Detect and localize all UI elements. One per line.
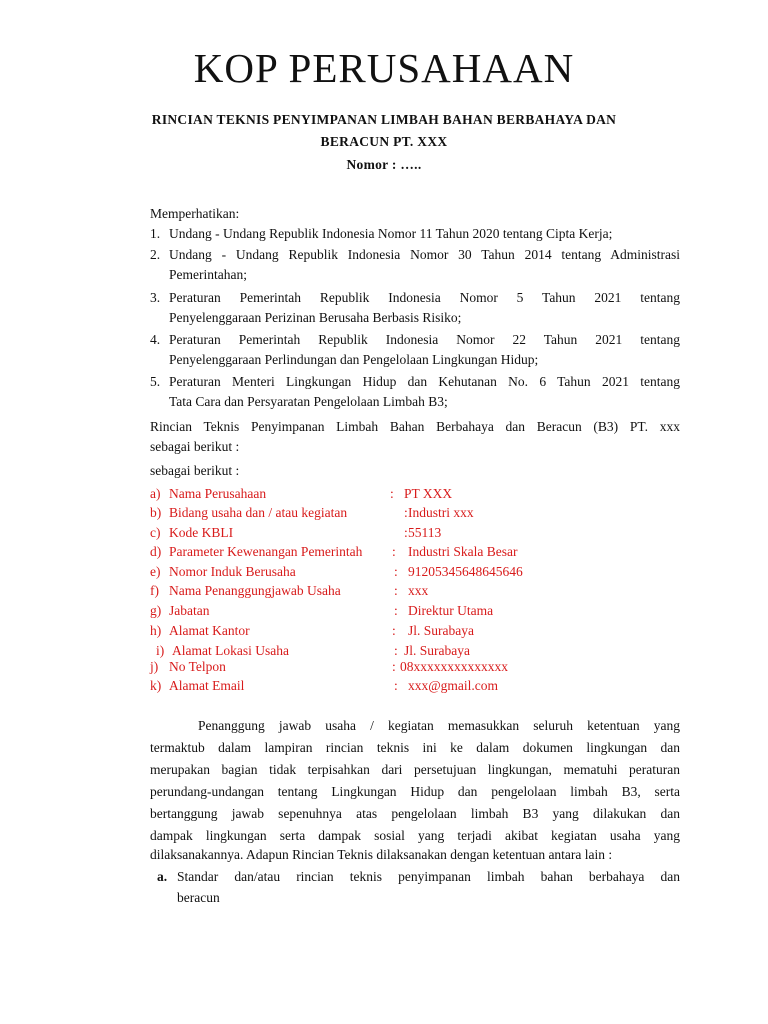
intro-paragraph-cont: sebagai berikut : [150,439,240,454]
list-number: 1. [150,226,161,241]
regulation-item-2: Undang - Undang Republik Indonesia Nomor 30 Tahun 2014 tentang Administrasi [169,247,680,262]
regulation-item-3-cont: Penyelenggaraan Perizinan Berusaha Berbasis Risiko; [169,310,462,325]
detail-label: Parameter Kewenangan Pemerintah [169,544,363,559]
document-number: Nomor : ….. [346,157,422,172]
detail-row-business-field [150,503,680,522]
detail-row-email [150,676,680,695]
body-paragraph-line-3: merupakan bagian tidak terpisahkan dari persetujuan lingkungan, mematuhi peraturan [150,762,680,777]
body-paragraph-line-6: dampak lingkungan serta dampak sosial yang terjadi akibat kegiatan usaha yang [150,828,680,843]
detail-key: i) [156,643,165,658]
detail-value: xxx [408,583,429,598]
detail-colon: : [394,643,398,658]
intro-repeat: sebagai berikut : [150,463,240,478]
detail-key: b) [150,505,162,520]
detail-row-company-name [150,484,680,503]
detail-value: xxx@gmail.com [408,678,499,693]
considering-label: Memperhatikan: [150,206,240,221]
detail-label: Bidang usaha dan / atau kegiatan [169,505,348,520]
detail-key: a) [150,486,161,501]
body-paragraph-line-7: dilaksanakannya. Adapun Rincian Teknis dilaksanakan dengan ketentuan antara lain : [150,847,613,862]
detail-row-phone [150,657,680,676]
detail-value: 91205345648645646 [408,564,523,579]
detail-label: Jabatan [169,603,210,618]
detail-label: Nomor Induk Berusaha [169,564,296,579]
detail-colon: : [390,486,394,501]
detail-colon: : [394,603,398,618]
detail-colon: : [392,623,396,638]
detail-row-office-address [150,621,680,640]
section-key: a. [157,869,168,884]
detail-key: g) [150,603,162,618]
list-number: 3. [150,290,161,305]
detail-key: e) [150,564,161,579]
detail-label: No Telpon [169,659,226,674]
detail-label: Alamat Lokasi Usaha [172,643,289,658]
detail-value: Direktur Utama [408,603,494,618]
detail-colon: : [392,659,396,674]
detail-key: d) [150,544,162,559]
body-paragraph-line-4: perundang-undangan tentang Lingkungan Hidup dan pengelolaan limbah B3, serta [150,784,680,799]
regulation-item-5: Peraturan Menteri Lingkungan Hidup dan Kehutanan No. 6 Tahun 2021 tentang [169,374,680,389]
detail-colon: : [394,678,398,693]
regulation-item-4: Peraturan Pemerintah Republik Indonesia Nomor 22 Tahun 2021 tentang [169,332,680,347]
detail-label: Kode KBLI [169,525,234,540]
detail-row-position [150,601,680,620]
list-number: 5. [150,374,161,389]
detail-colon: : [394,583,398,598]
detail-row-responsible-person [150,581,680,600]
detail-colon: : [392,544,396,559]
detail-label: Alamat Email [169,678,245,693]
detail-value: Jl. Surabaya [404,643,470,658]
detail-key: j) [150,659,159,674]
body-paragraph-line-2: termaktub dalam lampiran rincian teknis ini ke dalam dokumen lingkungan dan [150,740,680,755]
body-paragraph-line-5: bertanggung jawab sepenuhnya atas pengelolaan limbah B3 yang dilakukan dan [150,806,680,821]
body-paragraph-line-1: Penanggung jawab usaha / kegiatan memasukkan seluruh ketentuan yang [198,718,680,733]
detail-row-authority [150,542,680,561]
detail-value: Industri Skala Besar [408,544,518,559]
section-a-heading-cont: beracun [177,890,220,905]
regulation-item-3: Peraturan Pemerintah Republik Indonesia Nomor 5 Tahun 2021 tentang [169,290,680,305]
list-number: 4. [150,332,161,347]
intro-paragraph: Rincian Teknis Penyimpanan Limbah Bahan Berbahaya dan Beracun (B3) PT. xxx [150,419,680,434]
detail-colon: : [394,564,398,579]
regulation-item-2-cont: Pemerintahan; [169,267,247,282]
detail-colon: : [404,525,408,540]
document-title-line-2: BERACUN PT. XXX [320,134,448,149]
detail-label: Alamat Kantor [169,623,250,638]
letterhead-title: KOP PERUSAHAAN [193,45,575,91]
detail-value: PT XXX [404,486,453,501]
detail-value: 55113 [408,525,442,540]
detail-key: k) [150,678,162,693]
detail-row-nib [150,562,680,581]
regulation-item-1: Undang - Undang Republik Indonesia Nomor 11 Tahun 2020 tentang Cipta Kerja; [169,226,613,241]
detail-key: h) [150,623,162,638]
detail-row-kbli [150,523,680,542]
detail-value: Industri xxx [408,505,474,520]
section-a-heading: Standar dan/atau rincian teknis penyimpanan limbah bahan berbahaya dan [177,869,680,884]
detail-value: Jl. Surabaya [408,623,474,638]
list-number: 2. [150,247,161,262]
detail-colon: : [404,505,408,520]
detail-label: Nama Perusahaan [169,486,267,501]
document-title-line-1: RINCIAN TEKNIS PENYIMPANAN LIMBAH BAHAN BERBAHAYA DAN [151,112,617,127]
detail-key: f) [150,583,159,598]
regulation-item-4-cont: Penyelenggaraan Perlindungan dan Pengelolaan Lingkungan Hidup; [169,352,539,367]
detail-value: 08xxxxxxxxxxxxxx [400,659,508,674]
regulation-item-5-cont: Tata Cara dan Persyaratan Pengelolaan Limbah B3; [169,394,448,409]
detail-key: c) [150,525,161,540]
detail-label: Nama Penanggungjawab Usaha [169,583,341,598]
